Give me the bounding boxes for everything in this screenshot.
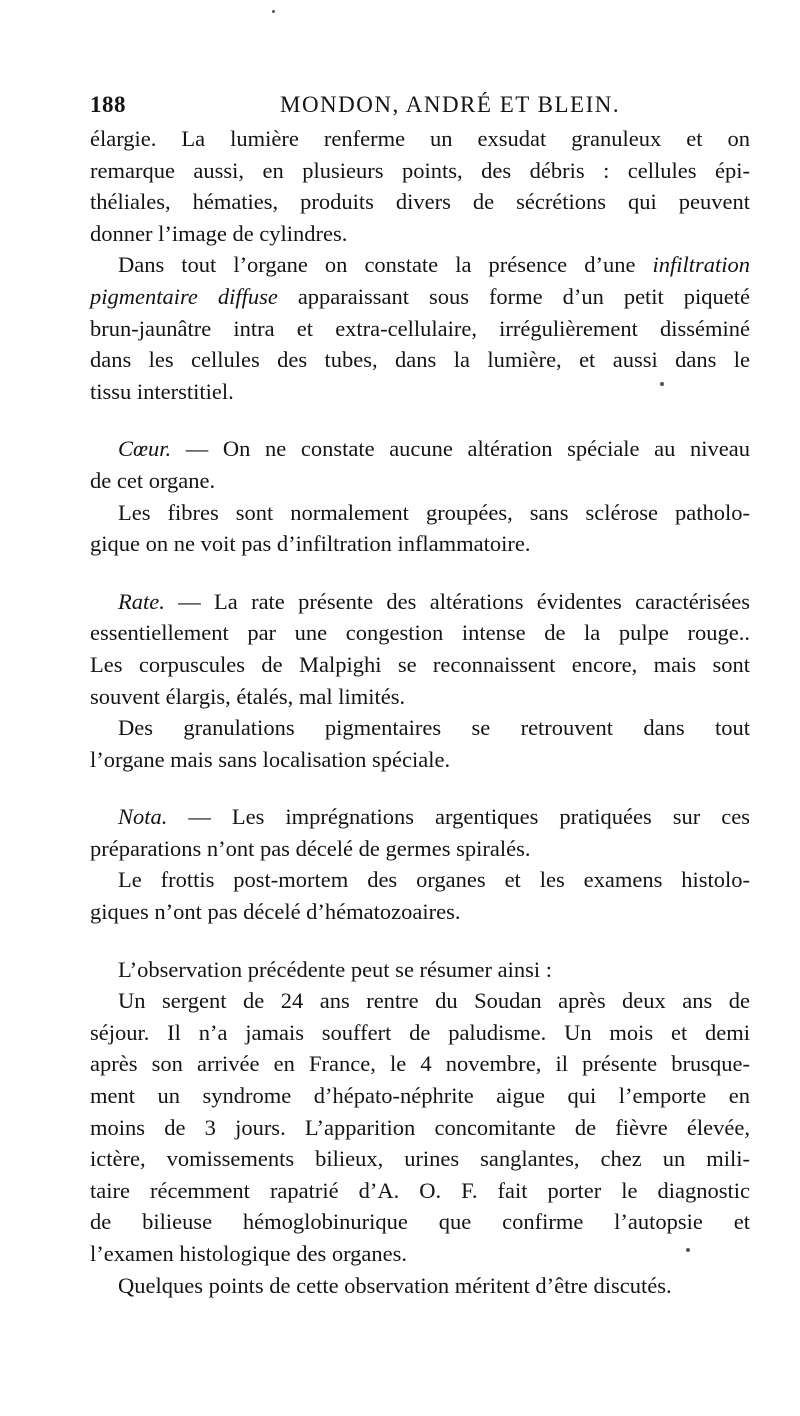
text-line: tissu interstitiel. xyxy=(90,378,234,404)
paragraph-summary-intro xyxy=(90,954,750,986)
page-header xyxy=(90,92,750,122)
text-line: ment un syndrome d’hépato-néphrite aigue qui l’emporte en xyxy=(90,1083,750,1109)
paragraph-summary xyxy=(90,985,750,1269)
scan-speck xyxy=(686,1248,690,1252)
text-line: remarque aussi, en plusieurs points, des débris : cellules épi- xyxy=(90,157,750,183)
text-line: l’examen histologique des organes. xyxy=(90,1241,408,1266)
text-line: Quelques points de cette observation méritent d’être discutés. xyxy=(118,1272,672,1298)
text-line: théliales, hématies, produits divers de sécrétions qui peuvent xyxy=(90,189,750,215)
text-run: — La rate présente des altérations évidentes caractérisées xyxy=(164,588,750,614)
running-head: MONDON, ANDRÉ ET BLEIN. xyxy=(280,92,621,117)
text-line: dans les cellules des tubes, dans la lumière, et aussi dans le xyxy=(90,347,750,373)
text-line xyxy=(90,586,750,618)
section-label-nota: Nota. xyxy=(118,804,168,830)
text-line: L’observation précédente peut se résumer ainsi : xyxy=(118,956,553,982)
text-line: de bilieuse hémoglobinurique que confirme l’autopsie et xyxy=(90,1209,750,1235)
paragraph-fibres xyxy=(90,497,750,560)
text-run: — Les imprégnations argentiques pratiquées sur ces xyxy=(167,804,750,830)
text-line: préparations n’ont pas décelé de germes spiralés. xyxy=(90,835,531,861)
paragraph-coeur xyxy=(90,433,750,496)
text-line: Un sergent de 24 ans rentre du Soudan après deux ans de xyxy=(118,988,750,1014)
text-line: souvent élargis, étalés, mal limités. xyxy=(90,683,406,709)
section-label-coeur: Cœur. xyxy=(118,436,172,462)
text-line: giques n’ont pas décelé d’hématozoaires. xyxy=(90,899,461,925)
body-text xyxy=(90,123,750,1301)
text-line: essentiellement par une congestion intense de la pulpe rouge.. xyxy=(90,620,750,646)
text-line xyxy=(90,433,750,465)
paragraph-conclusion xyxy=(90,1270,750,1302)
scan-speck xyxy=(660,382,664,386)
text-line: élargie. La lumière renferme un exsudat granuleux et on xyxy=(90,126,750,151)
text-line xyxy=(90,801,750,833)
paragraph-kidney-continuation xyxy=(90,123,750,249)
italic-term: infiltration xyxy=(652,252,750,278)
text-run: apparaissant sous forme d’un petit piqueté xyxy=(277,283,750,309)
paragraph-frottis xyxy=(90,864,750,927)
text-line: brun-jaunâtre intra et extra-cellulaire, irrégulièrement disséminé xyxy=(90,315,750,341)
scan-speck xyxy=(272,10,275,13)
text-line: de cet organe. xyxy=(90,467,216,493)
text-run: — On ne constate aucune altération spéciale au niveau xyxy=(171,436,750,462)
text-line: après son arrivée en France, le 4 novembre, il présente brusque- xyxy=(90,1051,750,1077)
text-line: gique on ne voit pas d’infiltration inflammatoire. xyxy=(90,531,531,557)
text-line: taire récemment rapatrié d’A. O. F. fait porter le diagnostic xyxy=(90,1177,750,1203)
paragraph-nota xyxy=(90,801,750,864)
text-line: Des granulations pigmentaires se retrouvent dans tout xyxy=(118,715,750,741)
text-run: Dans tout l’organe on constate la présence d’une xyxy=(118,252,653,278)
paragraph-pigment-infiltration xyxy=(90,249,750,407)
text-line: Les corpuscules de Malpighi se reconnaissent encore, mais sont xyxy=(90,651,750,677)
text-line: ictère, vomissements bilieux, urines sanglantes, chez un mili- xyxy=(90,1146,750,1172)
text-line: moins de 3 jours. L’apparition concomitante de fièvre élevée, xyxy=(90,1114,750,1140)
section-label-rate: Rate. xyxy=(118,588,165,614)
text-line: séjour. Il n’a jamais souffert de paludisme. Un mois et demi xyxy=(90,1019,750,1045)
page-number: 188 xyxy=(90,92,126,117)
text-line: Les fibres sont normalement groupées, sans sclérose patholo- xyxy=(118,499,750,525)
italic-term: pigmentaire diffuse xyxy=(90,283,278,309)
text-line xyxy=(90,281,750,313)
text-line: donner l’image de cylindres. xyxy=(90,220,348,246)
text-line: l’organe mais sans localisation spéciale. xyxy=(90,746,451,772)
paragraph-granulations xyxy=(90,712,750,775)
paragraph-rate xyxy=(90,586,750,712)
text-line xyxy=(90,249,750,281)
text-line: Le frottis post-mortem des organes et les examens histolo- xyxy=(118,867,750,893)
